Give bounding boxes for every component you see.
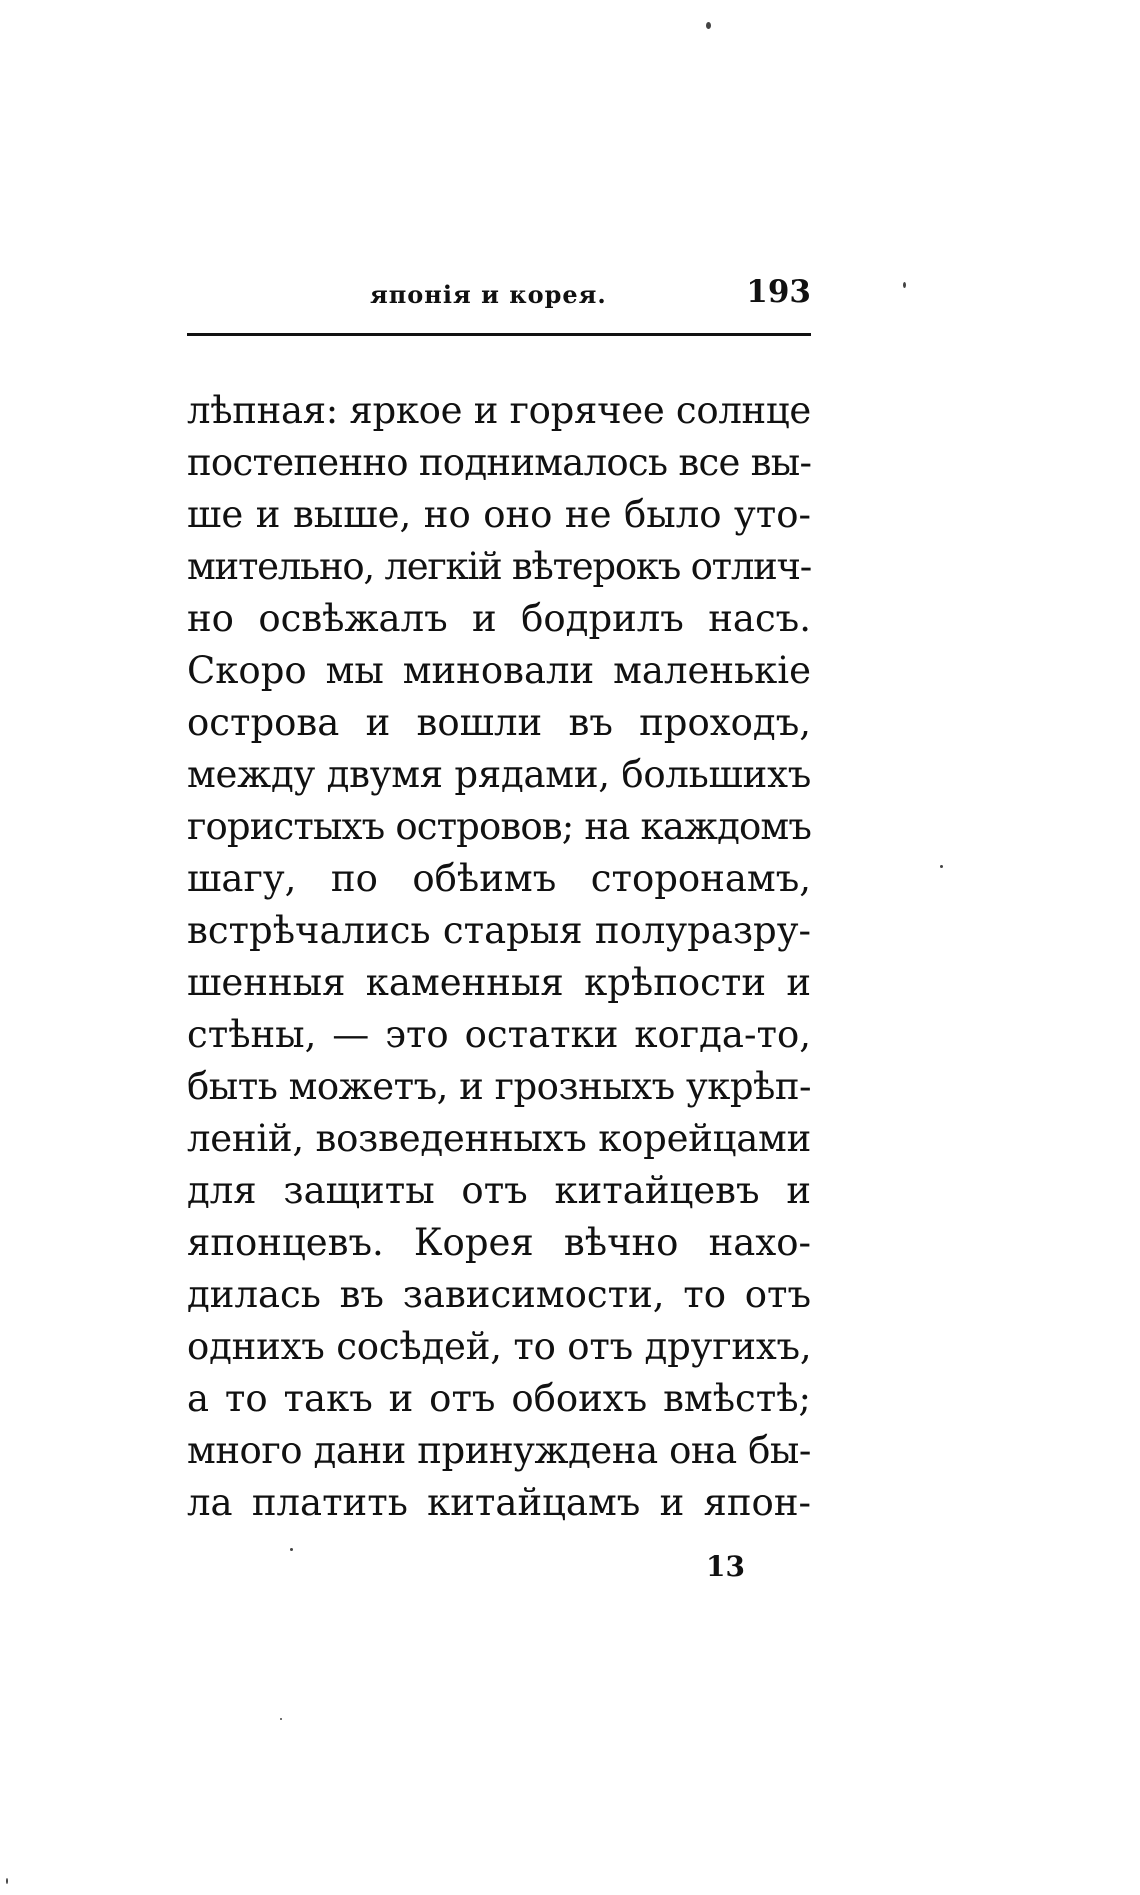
scan-speck [903,282,906,288]
text-line-last: ла платить китайцамъ и япон- [187,1481,811,1524]
text-line: леній, возведенныхъ корейцами [187,1117,811,1160]
text-line: шенныя каменныя крѣпости и [187,961,811,1004]
running-head [187,270,811,320]
text-line: а то такъ и отъ обоихъ вмѣстѣ; [187,1377,811,1420]
scan-speck [290,1548,293,1551]
scan-speck [940,865,943,868]
text-line: дилась въ зависимости, то отъ [187,1273,811,1316]
running-title: японія и корея. [370,280,607,309]
scan-speck [706,22,711,29]
text-line: постепенно поднималось все вы- [187,441,812,484]
text-line: гористыхъ островов; на каждомъ [187,805,811,848]
text-line: стѣны, — это остатки когда-то, [187,1013,811,1056]
text-line: для защиты отъ китайцевъ и [187,1169,811,1212]
text-line: лѣпная: яркое и горячее солнце [187,389,811,432]
text-line: мительно, легкій вѣтерокъ отлич- [187,545,811,588]
scan-speck [280,1718,282,1720]
text-line: шагу, по обѣимъ сторонамъ, [187,857,811,900]
header-rule [187,333,811,336]
text-line: японцевъ. Корея вѣчно нахо- [187,1221,811,1264]
body-text [187,385,811,1529]
scan-speck [6,1878,8,1884]
text-line: встрѣчались старыя полуразру- [187,909,811,952]
text-line: однихъ сосѣдей, то отъ другихъ, [187,1325,812,1368]
page-number: 193 [746,274,811,310]
text-line: ше и выше, но оно не было уто- [187,493,811,536]
text-line: но освѣжалъ и бодрилъ насъ. [187,597,811,640]
text-line: много дани принуждена она бы- [187,1429,811,1472]
text-line: между двумя рядами, большихъ [187,753,811,796]
signature-mark: 13 [706,1550,745,1583]
text-line: быть можетъ, и грозныхъ укрѣп- [187,1065,811,1108]
text-line: острова и вошли въ проходъ, [187,701,811,744]
text-line: Скоро мы миновали маленькіе [187,649,811,692]
